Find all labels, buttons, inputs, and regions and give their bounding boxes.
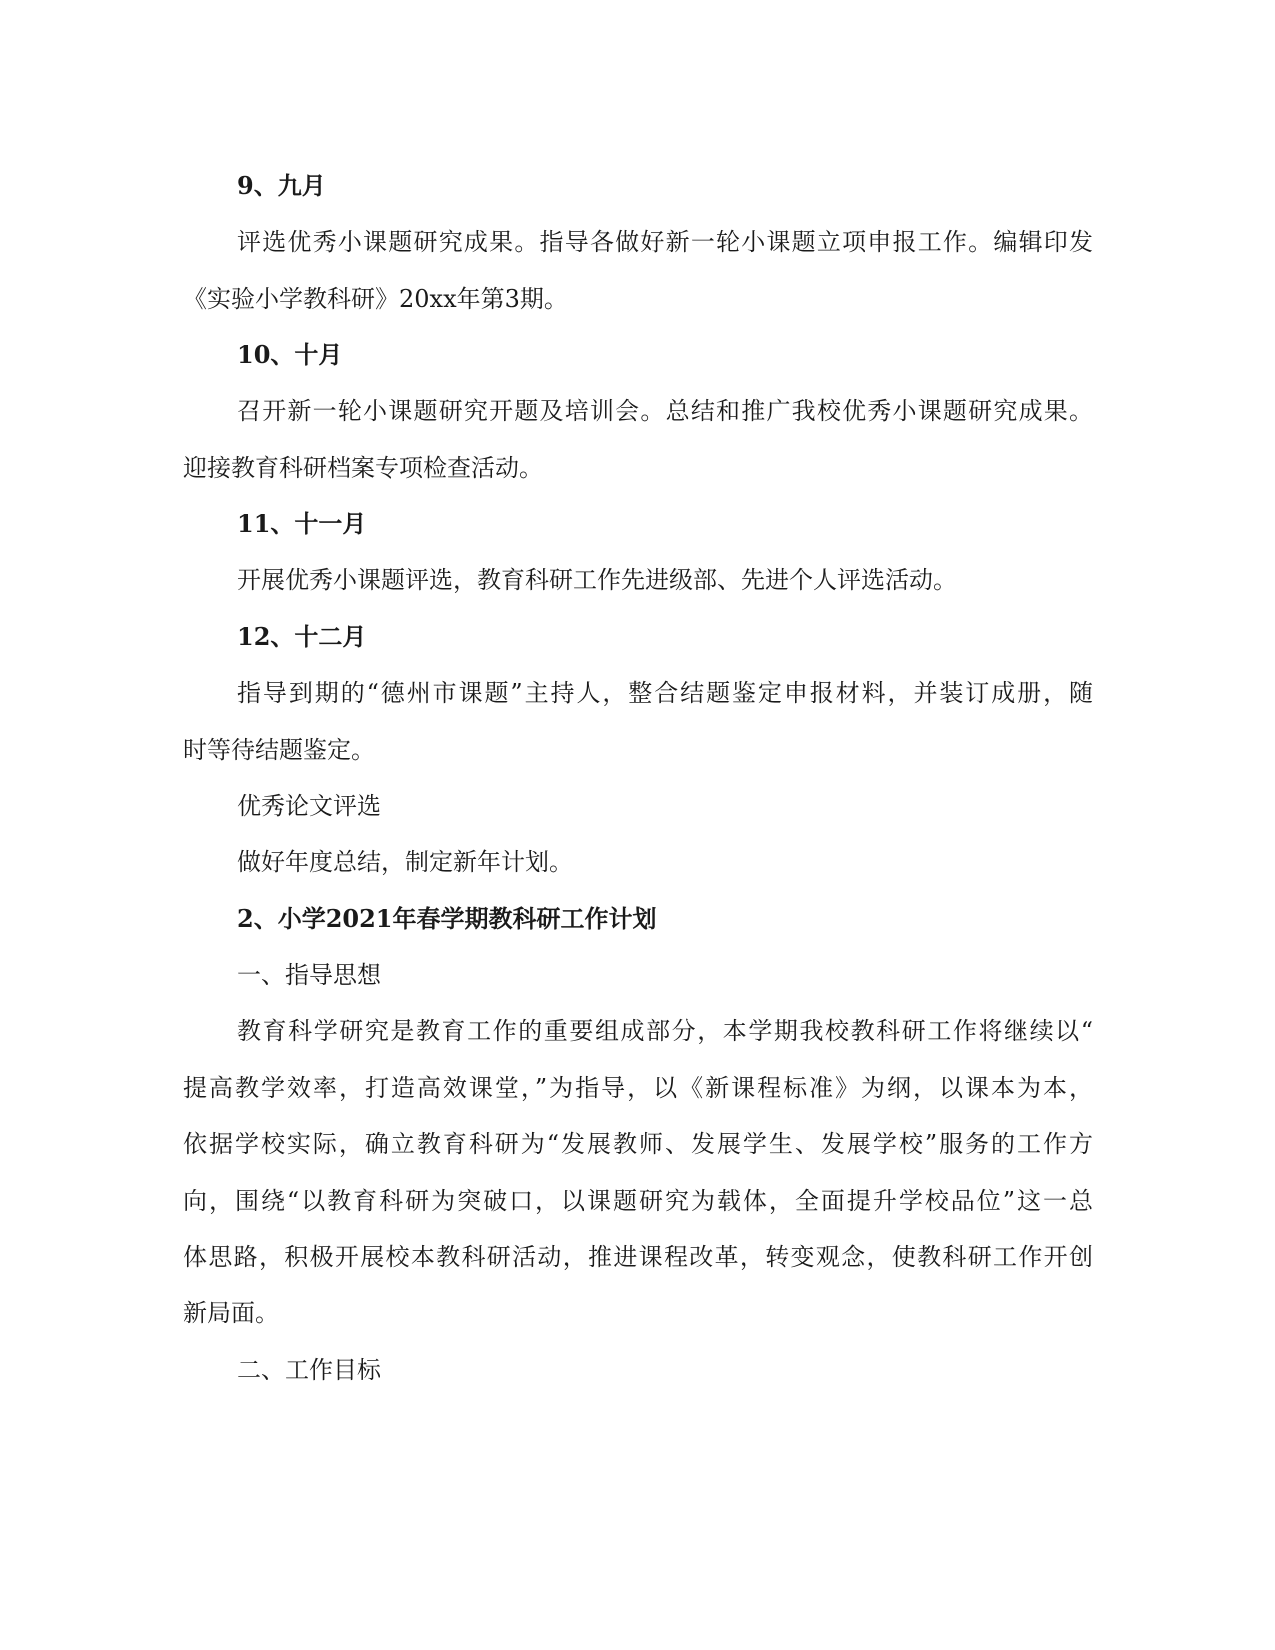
paragraph-guiding-line-2: 提高教学效率，打造高效课堂，”为指导，以《新课程标准》为纲，以课本为本， [183,1074,1093,1102]
paragraph-guiding-line-3: 依据学校实际，确立教育科研为“发展教师、发展学生、发展学校”服务的工作方 [183,1130,1093,1158]
paragraph-guiding-line-4: 向，围绕“以教育科研为突破口，以课题研究为载体，全面提升学校品位”这一总 [183,1187,1093,1215]
paragraph-annual-summary: 做好年度总结，制定新年计划。 [237,848,573,876]
heading-september: 9、九月 [237,171,326,200]
heading-november: 11、十一月 [237,509,367,538]
heading-work-goals: 二、工作目标 [237,1356,381,1384]
paragraph-september-line-2: 《实验小学教科研》20xx年第3期。 [183,285,568,313]
paragraph-september-line-1: 评选优秀小课题研究成果。指导各做好新一轮小课题立项申报工作。编辑印发 [237,228,1093,256]
heading-december: 12、十二月 [237,622,367,651]
paragraph-november: 开展优秀小课题评选，教育科研工作先进级部、先进个人评选活动。 [237,566,957,594]
paragraph-october-line-1: 召开新一轮小课题研究开题及培训会。总结和推广我校优秀小课题研究成果。 [237,397,1093,425]
heading-october: 10、十月 [237,340,343,369]
paragraph-guiding-line-1: 教育科学研究是教育工作的重要组成部分，本学期我校教科研工作将继续以“ [237,1017,1093,1045]
heading-guiding-thought: 一、指导思想 [237,961,381,989]
paragraph-december-line-2: 时等待结题鉴定。 [183,736,375,764]
section-title-2021-plan: 2、小学2021年春学期教科研工作计划 [237,904,657,933]
paragraph-october-line-2: 迎接教育科研档案专项检查活动。 [183,454,543,482]
paragraph-paper-selection: 优秀论文评选 [237,792,381,820]
paragraph-guiding-line-5: 体思路，积极开展校本教科研活动，推进课程改革，转变观念，使教科研工作开创 [183,1243,1093,1271]
paragraph-december-line-1: 指导到期的“德州市课题”主持人，整合结题鉴定申报材料，并装订成册，随 [237,679,1093,707]
paragraph-guiding-line-6: 新局面。 [183,1299,279,1327]
